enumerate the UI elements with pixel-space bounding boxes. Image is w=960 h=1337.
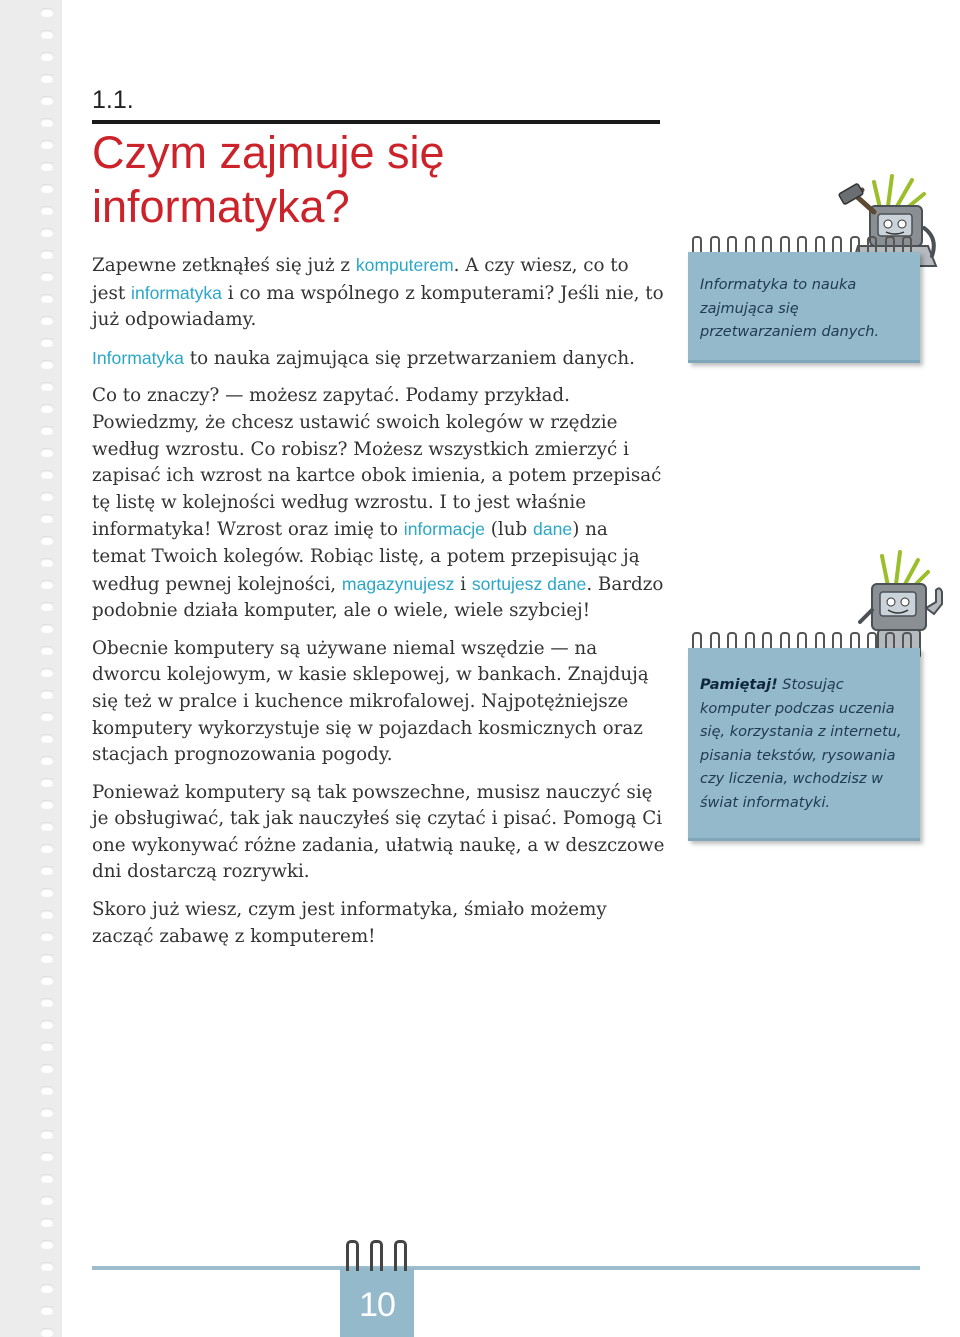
page-tab-rings <box>344 1240 414 1274</box>
footer-rule <box>92 1266 920 1270</box>
binding-hole <box>40 294 54 303</box>
binding-hole <box>40 228 54 237</box>
binding-hole <box>40 52 54 61</box>
binding-hole <box>40 558 54 567</box>
binding-hole <box>40 250 54 259</box>
binding-hole <box>40 206 54 215</box>
binding-hole <box>40 1020 54 1029</box>
binding-hole <box>40 184 54 193</box>
binding-hole <box>40 8 54 17</box>
section-number: 1.1. <box>92 86 134 114</box>
binding-hole <box>40 1130 54 1139</box>
paragraph-6: Skoro już wiesz, czym jest informatyka, śmiało możemy zacząć zabawę z komputerem! <box>92 899 607 947</box>
keyword: Informatyka <box>92 347 184 368</box>
note-text <box>688 648 920 815</box>
binding-hole <box>40 624 54 633</box>
binding-hole <box>40 690 54 699</box>
binding-hole <box>40 162 54 171</box>
keyword: komputerem <box>355 255 454 275</box>
binding-hole <box>40 140 54 149</box>
binding-hole <box>40 954 54 963</box>
binding-hole <box>40 1218 54 1227</box>
page-number-tab <box>340 1268 414 1337</box>
binding-hole <box>40 580 54 589</box>
keyword: informacje <box>403 519 485 540</box>
note-label: Pamiętaj! <box>700 677 778 693</box>
binding-hole <box>40 976 54 985</box>
binding-hole <box>40 1328 54 1337</box>
keyword: dane <box>533 519 573 540</box>
binding-hole <box>40 1108 54 1117</box>
title-rule <box>92 120 660 124</box>
binding-hole <box>40 998 54 1007</box>
binding-hole <box>40 668 54 677</box>
page-title-line-2: informatyka? <box>92 181 350 232</box>
paragraph-4: Obecnie komputery są używane niemal wszędzie — na dworcu kolejowym, w kasie sklepowej, w bankach. Znajdują się też w pralce i kuchence mikrofalowej. Najpotężniejsze komputery wykorzystuje się w pojazdach kosmicznych oraz stacjach prognozowania pogody. <box>92 637 649 766</box>
binding-hole <box>40 1042 54 1051</box>
binding-hole <box>40 316 54 325</box>
main-text <box>92 252 667 961</box>
binding-hole <box>40 734 54 743</box>
binding-hole <box>40 1064 54 1073</box>
binding-hole <box>40 910 54 919</box>
ring <box>346 1240 359 1271</box>
note-body: Stosując komputer podczas uczenia się, korzystania z internetu, pisania tekstów, rysowania czy liczenia, wchodzisz w świat informatyki. <box>700 677 902 811</box>
binding-hole <box>40 470 54 479</box>
binding-hole <box>40 800 54 809</box>
binding-hole <box>40 492 54 501</box>
binding-hole <box>40 448 54 457</box>
page-title-line-1: Czym zajmuje się <box>92 127 445 178</box>
binding-hole <box>40 404 54 413</box>
binding-hole <box>40 932 54 941</box>
note-box <box>688 252 920 363</box>
binding-hole <box>40 382 54 391</box>
binding-hole <box>40 1262 54 1271</box>
binding-hole <box>40 822 54 831</box>
binding-hole <box>40 118 54 127</box>
binding-hole <box>40 1284 54 1293</box>
binding-hole <box>40 360 54 369</box>
binding-hole <box>40 1196 54 1205</box>
binding-hole <box>40 1086 54 1095</box>
keyword: informatyka <box>131 282 222 303</box>
paragraph-5: Ponieważ komputery są tak powszechne, musisz nauczyć się je obsługiwać, tak jak nauczyłeś się czytać i pisać. Pomogą Ci one wykonywać różne zadania, ułatwią naukę, a w deszczowe dni dostarczą rozrywki. <box>92 781 665 883</box>
binding-hole <box>40 272 54 281</box>
ring <box>370 1240 383 1271</box>
note-box <box>688 648 920 841</box>
paragraph-1: Zapewne zetknąłeś się już z komputerem. A czy wiesz, co to jest informatyka i co ma wspólnego z komputerami? Jeśli nie, to już odpowiadamy. <box>92 255 664 331</box>
binding-hole <box>40 888 54 897</box>
paragraph-3: Co to znaczy? — możesz zapytać. Podamy przykład. Powiedzmy, że chcesz ustawić swoich kolegów w rzędzie według wzrostu. Co robisz? Możesz wszystkich zmierzyć i zapisać ich wzrost na kartce obok imienia, a potem przepisać tę listę w kolejności według wzrostu. I to jest właśnie informatyka! Wzrost oraz imię to informacje (lub dane) na temat Twoich kolegów. Robiąc listę, a potem przepisując ją według pewnej kolejności, magazynujesz i sortujesz dane. Bardzo podobnie działa komputer, ale o wiele, wiele szybciej! <box>92 385 664 622</box>
note-text: Informatyka to nauka zajmująca się przetwarzaniem danych. <box>700 277 880 340</box>
binding-hole <box>40 96 54 105</box>
ring <box>394 1240 407 1271</box>
binding-hole <box>40 30 54 39</box>
binding-hole <box>40 514 54 523</box>
binding-hole <box>40 1306 54 1315</box>
binding-hole <box>40 866 54 875</box>
binding-hole <box>40 646 54 655</box>
keyword: sortujesz dane <box>471 573 587 594</box>
binding-hole <box>40 1240 54 1249</box>
page-number: 10 <box>359 1286 395 1324</box>
spiral-binding <box>0 0 62 1337</box>
page-title <box>92 126 652 234</box>
binding-hole <box>40 536 54 545</box>
binding-hole <box>40 756 54 765</box>
paragraph-2: Informatyka to nauka zajmująca się przetwarzaniem danych. <box>92 347 635 369</box>
keyword: magazynujesz <box>341 573 455 594</box>
binding-hole <box>40 74 54 83</box>
binding-hole <box>40 1174 54 1183</box>
binding-hole <box>40 844 54 853</box>
binding-hole <box>40 778 54 787</box>
binding-hole <box>40 426 54 435</box>
binding-hole <box>40 1152 54 1161</box>
binding-hole <box>40 338 54 347</box>
binding-hole <box>40 602 54 611</box>
binding-hole <box>40 712 54 721</box>
